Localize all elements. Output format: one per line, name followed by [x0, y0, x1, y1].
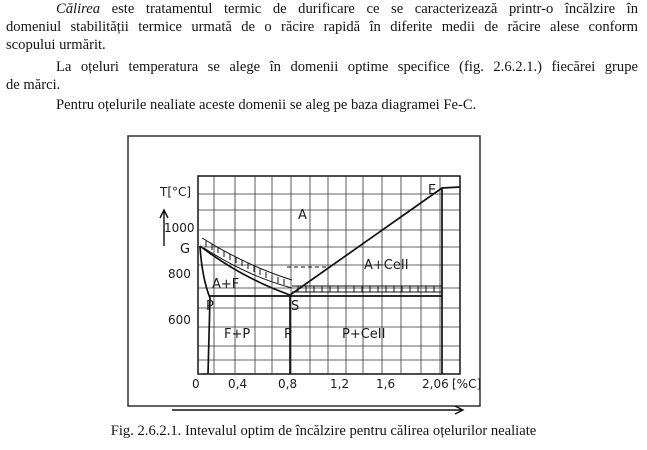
point-p: P: [206, 299, 214, 314]
region-a-f: A+F: [212, 277, 240, 292]
line-se: [290, 187, 460, 295]
x-axis-unit: [%C]: [452, 377, 482, 391]
region-p-ceii: P+CeII: [342, 327, 386, 342]
y-tick-800: 800: [168, 267, 191, 281]
region-a: A: [298, 208, 307, 223]
x-tick-0: 0: [192, 377, 200, 391]
y-tick-600: 600: [168, 313, 191, 327]
point-g: G: [180, 242, 191, 257]
paragraph-calire: [6, 0, 638, 54]
point-e: E: [428, 183, 437, 198]
x-tick-2-06: 2,06: [422, 377, 449, 391]
paragraph1-line3: scopului urmărit.: [6, 37, 106, 53]
paragraph2-line2: de mărci.: [6, 77, 61, 93]
fe-c-diagram: [122, 128, 482, 418]
x-tick-1-2: 1,2: [330, 377, 350, 391]
region-f-p: F+P: [224, 327, 251, 342]
paragraph1-line1-text: este tratamentul termic de durificare ce se caracterizează printr-o încălzire în: [100, 1, 638, 17]
y-axis-label: T[°C]: [160, 185, 192, 199]
paragraph1-line1: [6, 0, 638, 18]
paragraph-nealiate: Pentru oțelurile nealiate aceste domenii se aleg pe baza diagramei Fe-C.: [56, 97, 477, 113]
region-a-ceii: A+CeII: [364, 258, 409, 273]
paragraph2-line1: La oțeluri temperatura se alege în domenii optime specifice (fig. 2.6.2.1.) fiecărei grupe: [56, 59, 638, 75]
x-tick-0-4: 0,4: [228, 377, 248, 391]
point-s: S: [291, 299, 300, 314]
paragraph1-line2: domeniul stabilității termice urmată de o răcire rapidă în diferite medii de răcire alese conform: [6, 19, 638, 35]
x-tick-1-6: 1,6: [376, 377, 396, 391]
y-tick-1000: 1000: [164, 221, 195, 235]
term-calirea: Călirea: [56, 1, 101, 17]
paragraph-oteluri: [6, 58, 638, 94]
x-tick-0-8: 0,8: [278, 377, 298, 391]
figure-caption: Fig. 2.6.2.1. Intevalul optim de încălzire pentru călirea oțelurilor nealiate: [110, 423, 537, 439]
region-p: P: [284, 327, 292, 342]
